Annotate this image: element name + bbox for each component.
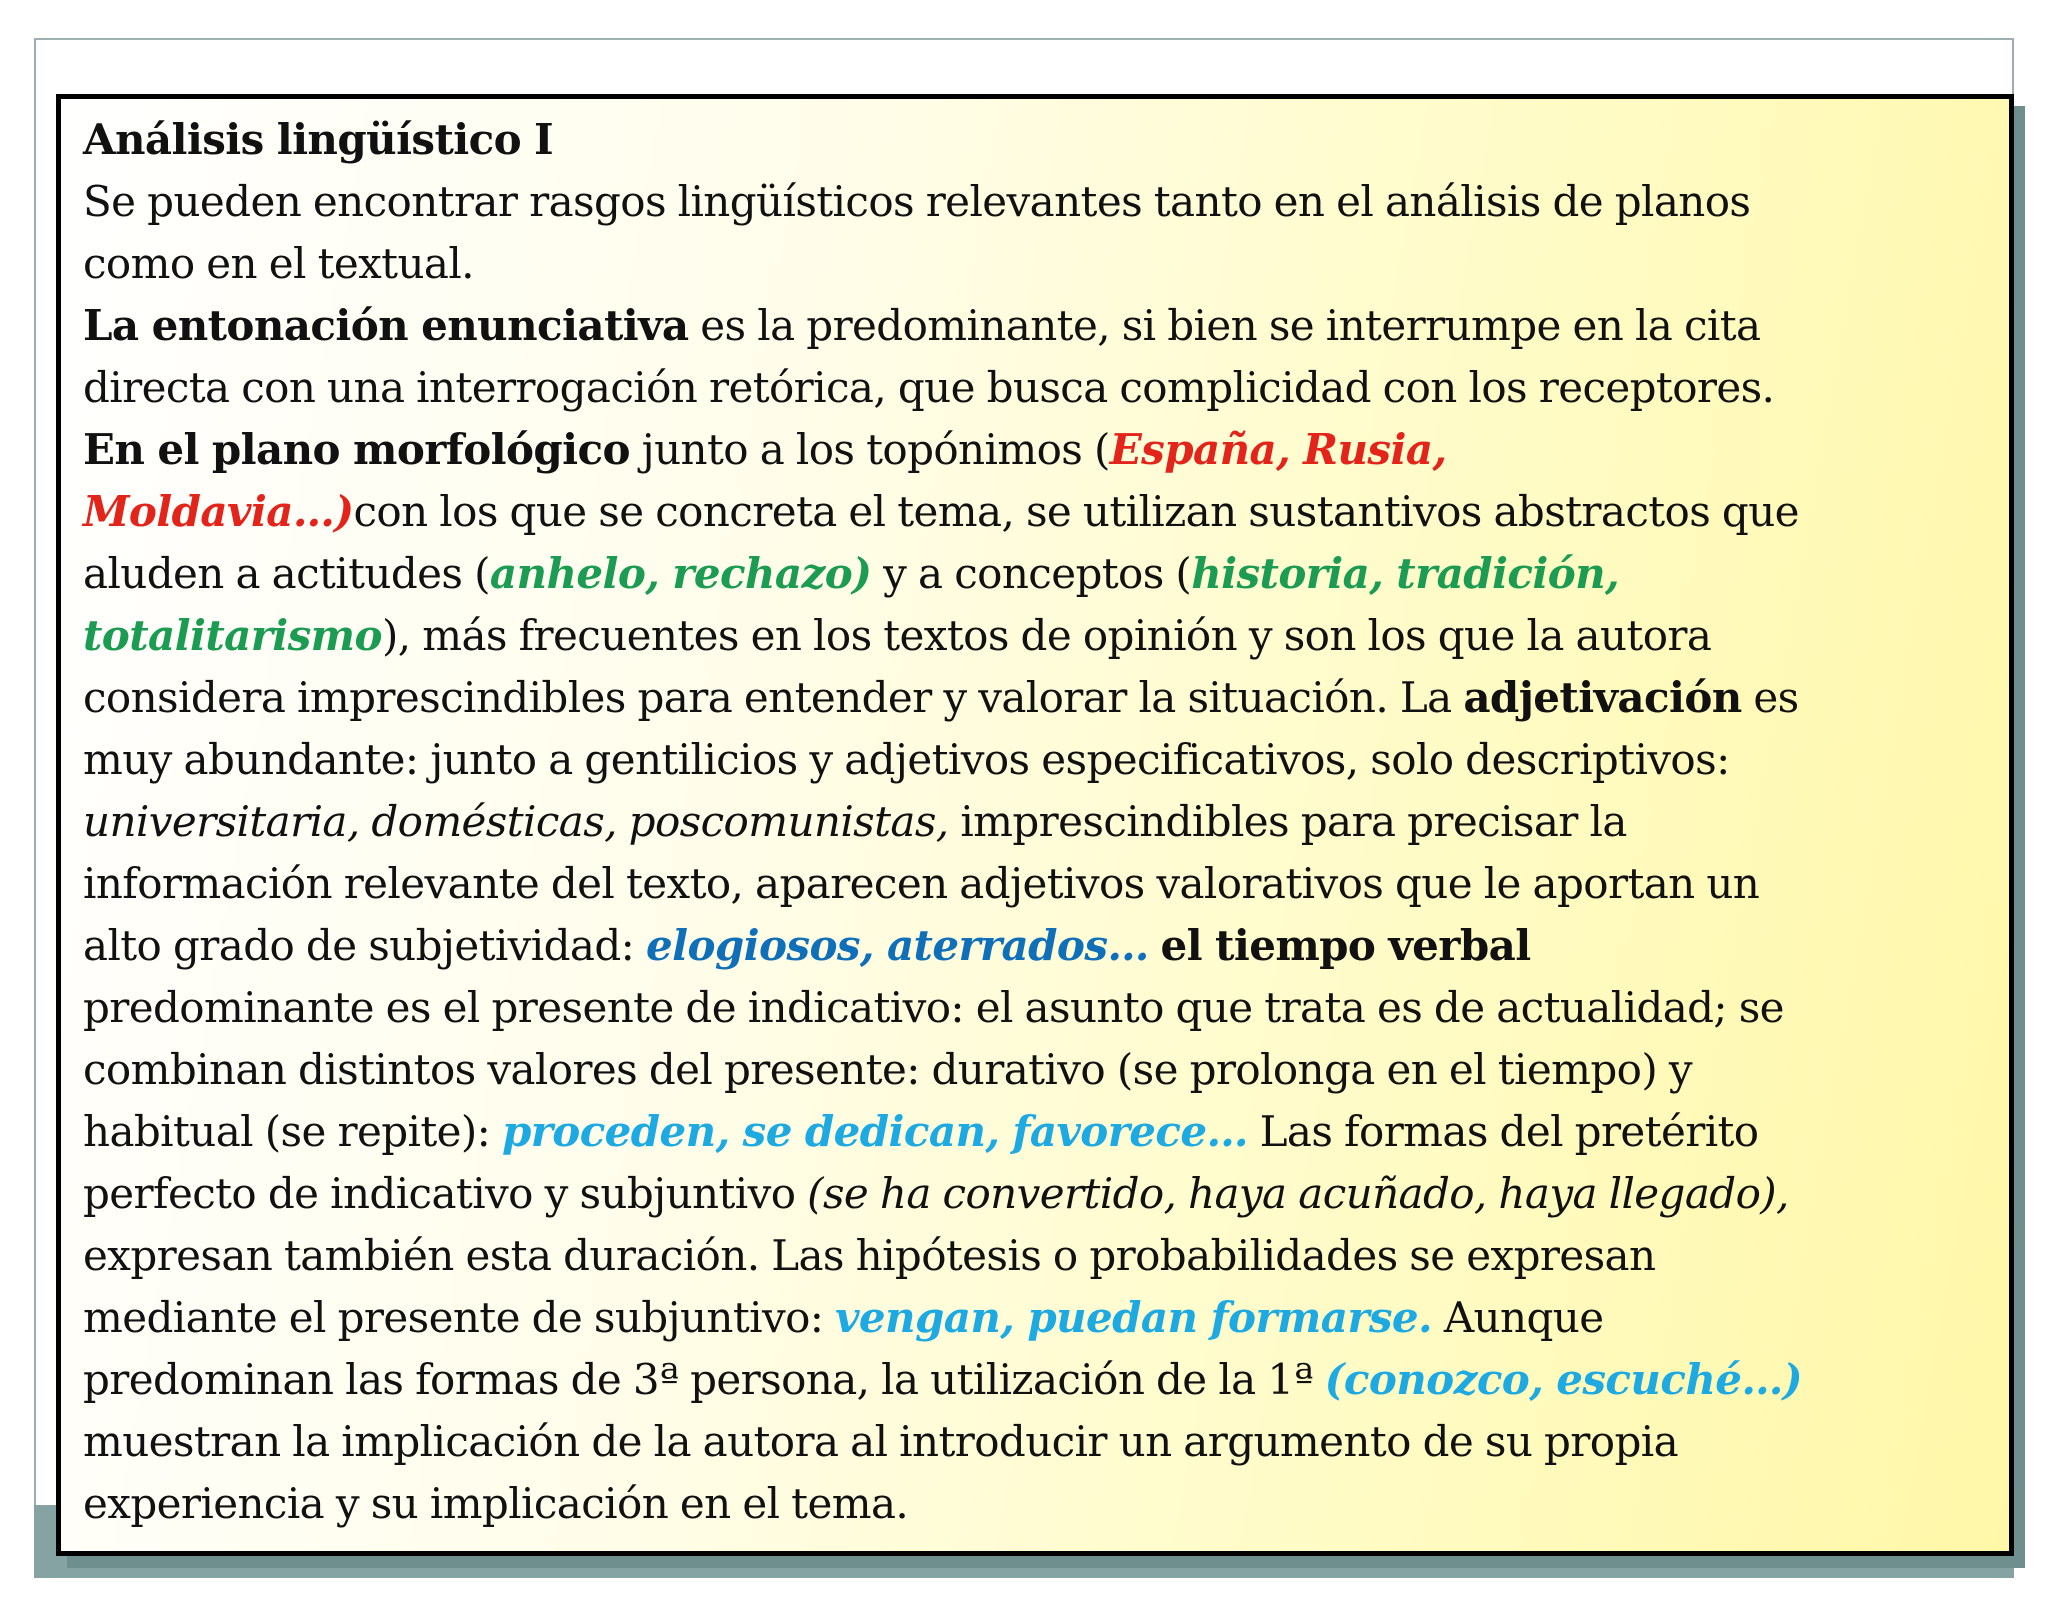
text-run [1149, 921, 1161, 970]
text-line [83, 481, 1991, 543]
text-run: perfecto de indicativo y subjuntivo [83, 1169, 808, 1218]
highlighted-example: totalitarismo [83, 611, 382, 660]
emphasized-text: En el plano morfológico [83, 425, 630, 474]
text-run: Se pueden encontrar rasgos lingüísticos relevantes tanto en el análisis de planos [83, 177, 1751, 226]
text-run: predominan las formas de 3ª persona, la utilización de la 1ª [83, 1355, 1325, 1404]
highlighted-example: historia, tradición, [1191, 549, 1620, 598]
emphasized-text: el tiempo verbal [1160, 921, 1531, 970]
document-title [83, 109, 1991, 171]
body-text [83, 109, 1991, 1535]
highlighted-example: anhelo, rechazo) [489, 549, 872, 598]
text-run: es la predominante, si bien se interrumpe en la cita [688, 301, 1761, 350]
text-line [83, 1349, 1991, 1411]
text-run: como en el textual. [83, 239, 474, 288]
text-line [83, 853, 1991, 915]
text-line [83, 171, 1991, 233]
text-line [83, 667, 1991, 729]
text-line [83, 357, 1991, 419]
text-line [83, 605, 1991, 667]
highlighted-example: proceden, se dedican, favorece… [501, 1107, 1248, 1156]
text-run: Aunque [1432, 1293, 1604, 1342]
text-run: información relevante del texto, aparecen adjetivos valorativos que le aportan un [83, 859, 1760, 908]
text-run: mediante el presente de subjuntivo: [83, 1293, 836, 1342]
text-line [83, 1225, 1991, 1287]
text-run: aluden a actitudes ( [83, 549, 490, 598]
text-run: expresan también esta duración. Las hipótesis o probabilidades se expresan [83, 1231, 1656, 1280]
text-line [83, 915, 1991, 977]
text-run: experiencia y su implicación en el tema. [83, 1479, 909, 1528]
text-line [83, 977, 1991, 1039]
text-line [83, 295, 1991, 357]
text-line [83, 791, 1991, 853]
text-run: considera imprescindibles para entender y valorar la situación. La [83, 673, 1464, 722]
text-line [83, 1101, 1991, 1163]
text-run: muestran la implicación de la autora al introducir un argumento de su propia [83, 1417, 1679, 1466]
highlighted-example: (conozco, escuché…) [1324, 1355, 1803, 1404]
text-run: junto a los topónimos ( [629, 425, 1110, 474]
text-line [83, 543, 1991, 605]
emphasized-text: adjetivación [1463, 673, 1742, 722]
text-run: imprescindibles para precisar la [948, 797, 1627, 846]
emphasized-text: (se ha convertido, haya acuñado, haya llegado), [807, 1169, 1789, 1218]
text-line [83, 1039, 1991, 1101]
text-run: alto grado de subjetividad: [83, 921, 646, 970]
highlighted-example: elogiosos, aterrados… [645, 921, 1149, 970]
text-run: combinan distintos valores del presente: durativo (se prolonga en el tiempo) y [83, 1045, 1692, 1094]
text-line [83, 419, 1991, 481]
text-line [83, 233, 1991, 295]
title-text: Análisis lingüístico I [83, 115, 554, 164]
text-run: Las formas del pretérito [1247, 1107, 1759, 1156]
text-run: directa con una interrogación retórica, que busca complicidad con los receptores. [83, 363, 1775, 412]
text-line [83, 729, 1991, 791]
paragraph-lines [83, 171, 1991, 1535]
emphasized-text: universitaria, domésticas, poscomunistas, [83, 797, 949, 846]
text-run: habitual (se repite): [83, 1107, 502, 1156]
text-run: y a conceptos ( [871, 549, 1192, 598]
text-line [83, 1473, 1991, 1535]
text-run: ), más frecuentes en los textos de opinión y son los que la autora [381, 611, 1712, 660]
text-run: es [1741, 673, 1799, 722]
text-run: con los que se concreta el tema, se utilizan sustantivos abstractos que [353, 487, 1799, 536]
text-run: predominante es el presente de indicativo: el asunto que trata es de actualidad; se [83, 983, 1784, 1032]
text-line [83, 1163, 1991, 1225]
text-line [83, 1411, 1991, 1473]
highlighted-example: vengan, puedan formarse. [835, 1293, 1433, 1342]
text-run: muy abundante: junto a gentilicios y adjetivos especificativos, solo descriptivos: [83, 735, 1730, 784]
emphasized-text: La entonación enunciativa [83, 301, 689, 350]
text-line [83, 1287, 1991, 1349]
text-box [56, 94, 2014, 1556]
highlighted-example: Moldavia…) [83, 487, 354, 536]
highlighted-example: España, Rusia, [1109, 425, 1447, 474]
